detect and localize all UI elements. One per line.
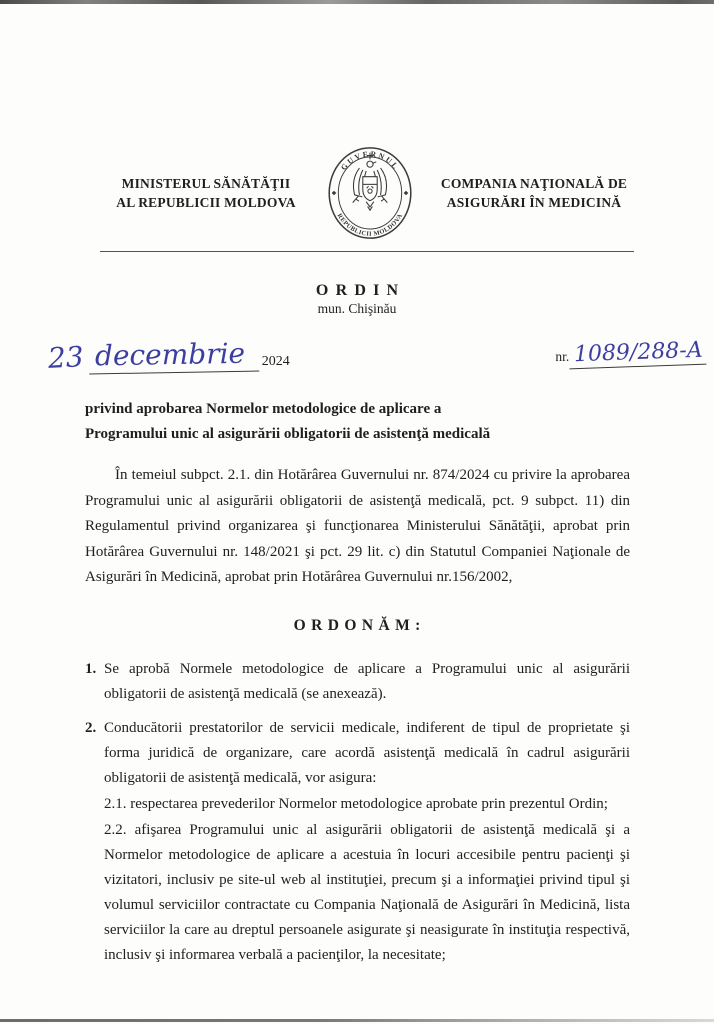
order-subject-line2: Programului unic al asigurării obligatorii de asistenţă medicală [85,426,491,442]
handwritten-day: 23 [47,340,85,375]
printed-year: 2024 [261,354,290,369]
order-items [85,657,630,968]
order-item-2 [85,716,630,968]
order-subject-line1: privind aprobarea Normelor metodologice de aplicare a [85,401,442,417]
preamble-paragraph: În temeiul subpct. 2.1. din Hotărârea Guvernului nr. 874/2024 cu privire la aprobarea Programului unic al asigurării obligatorii de asistenţă medicală, pct. 9 subpct. 11) din Regulamentul privind organizarea şi funcţionarea Ministerului Sănătăţii, aprobat prin Hotărârea Guvernului nr. 148/2021 şi pct. 29 lit. c) din Statutul Companiei Naţionale de Asigurări în Medicină, aprobat prin Hotărârea Guvernului nr.156/2002, [85,467,630,585]
ministry-name-line1: MINISTERUL SĂNĂTĂŢII [121,176,291,191]
scan-artifact-bottom [0,1019,714,1022]
letterhead [96,145,644,241]
handwritten-month: decembrie [88,339,259,375]
number-label: nr. [555,349,570,364]
company-name-line2: ASIGURĂRI ÎN MEDICINĂ [446,195,622,210]
company-name [424,174,644,212]
date-and-number-row [48,325,706,373]
order-subitem-2-1: 2.1. respectarea prevederilor Normelor metodologice aprobate prin prezentul Ordin; [104,795,608,812]
issue-place: mun. Chişinău [317,301,397,316]
item-text: Conducătorii prestatorilor de servicii medicale, indiferent de tipul de proprietate şi forma juridică de organizare, care acordă asistenţă medicală în cadrul asigurării obligatorii de asistenţă medicală, vor asigura: [104,719,630,786]
scan-artifact-top [0,0,714,4]
emblem-diamond-left [332,191,337,196]
order-number-field [555,337,706,373]
state-emblem-icon [326,145,414,241]
item-number: 2. [85,719,97,736]
ministry-name [96,174,316,212]
company-name-line1: COMPANIA NAŢIONALĂ DE [440,176,628,191]
item-number: 1. [85,660,97,677]
ministry-name-line2: AL REPUBLICII MOLDOVA [116,195,296,210]
handwritten-order-number: 1089/288-A [569,339,707,370]
doc-type-title: ORDIN [315,282,406,299]
order-subject [85,397,630,447]
order-subitem-2-2: 2.2. afişarea Programului unic al asigurării obligatorii de asistenţă medicală şi a Normelor metodologice de aplicare a acestuia în locuri accesibile pentru pacienţi şi vizitatori, inclusiv pe site-ul web al instituţiei, precum şi a informaţiei privind tipul şi volumul serviciilor contractate cu Compania Naţională de Asigurări în Medicină, lista serviciilor la care au dreptul persoanele asigurate şi neasigurate în instituţia respectivă, inclusiv şi informarea verbală a pacienţilor, la necesitate; [104,821,630,963]
emblem-diamond-right [404,191,409,196]
item-text: Se aprobă Normele metodologice de aplicare a Programului unic al asigurării obligatorii de asistenţă medicală (se anexează). [104,660,630,702]
order-heading: ORDONĂM: [293,616,426,634]
issue-date-field [47,336,290,375]
emblem-ring-top-text: GUVERNUL [338,149,402,172]
order-item-1 [85,657,630,707]
emblem-ring-bottom-text: REPUBLICII MOLDOVA [335,212,405,238]
header-rule [100,251,634,252]
